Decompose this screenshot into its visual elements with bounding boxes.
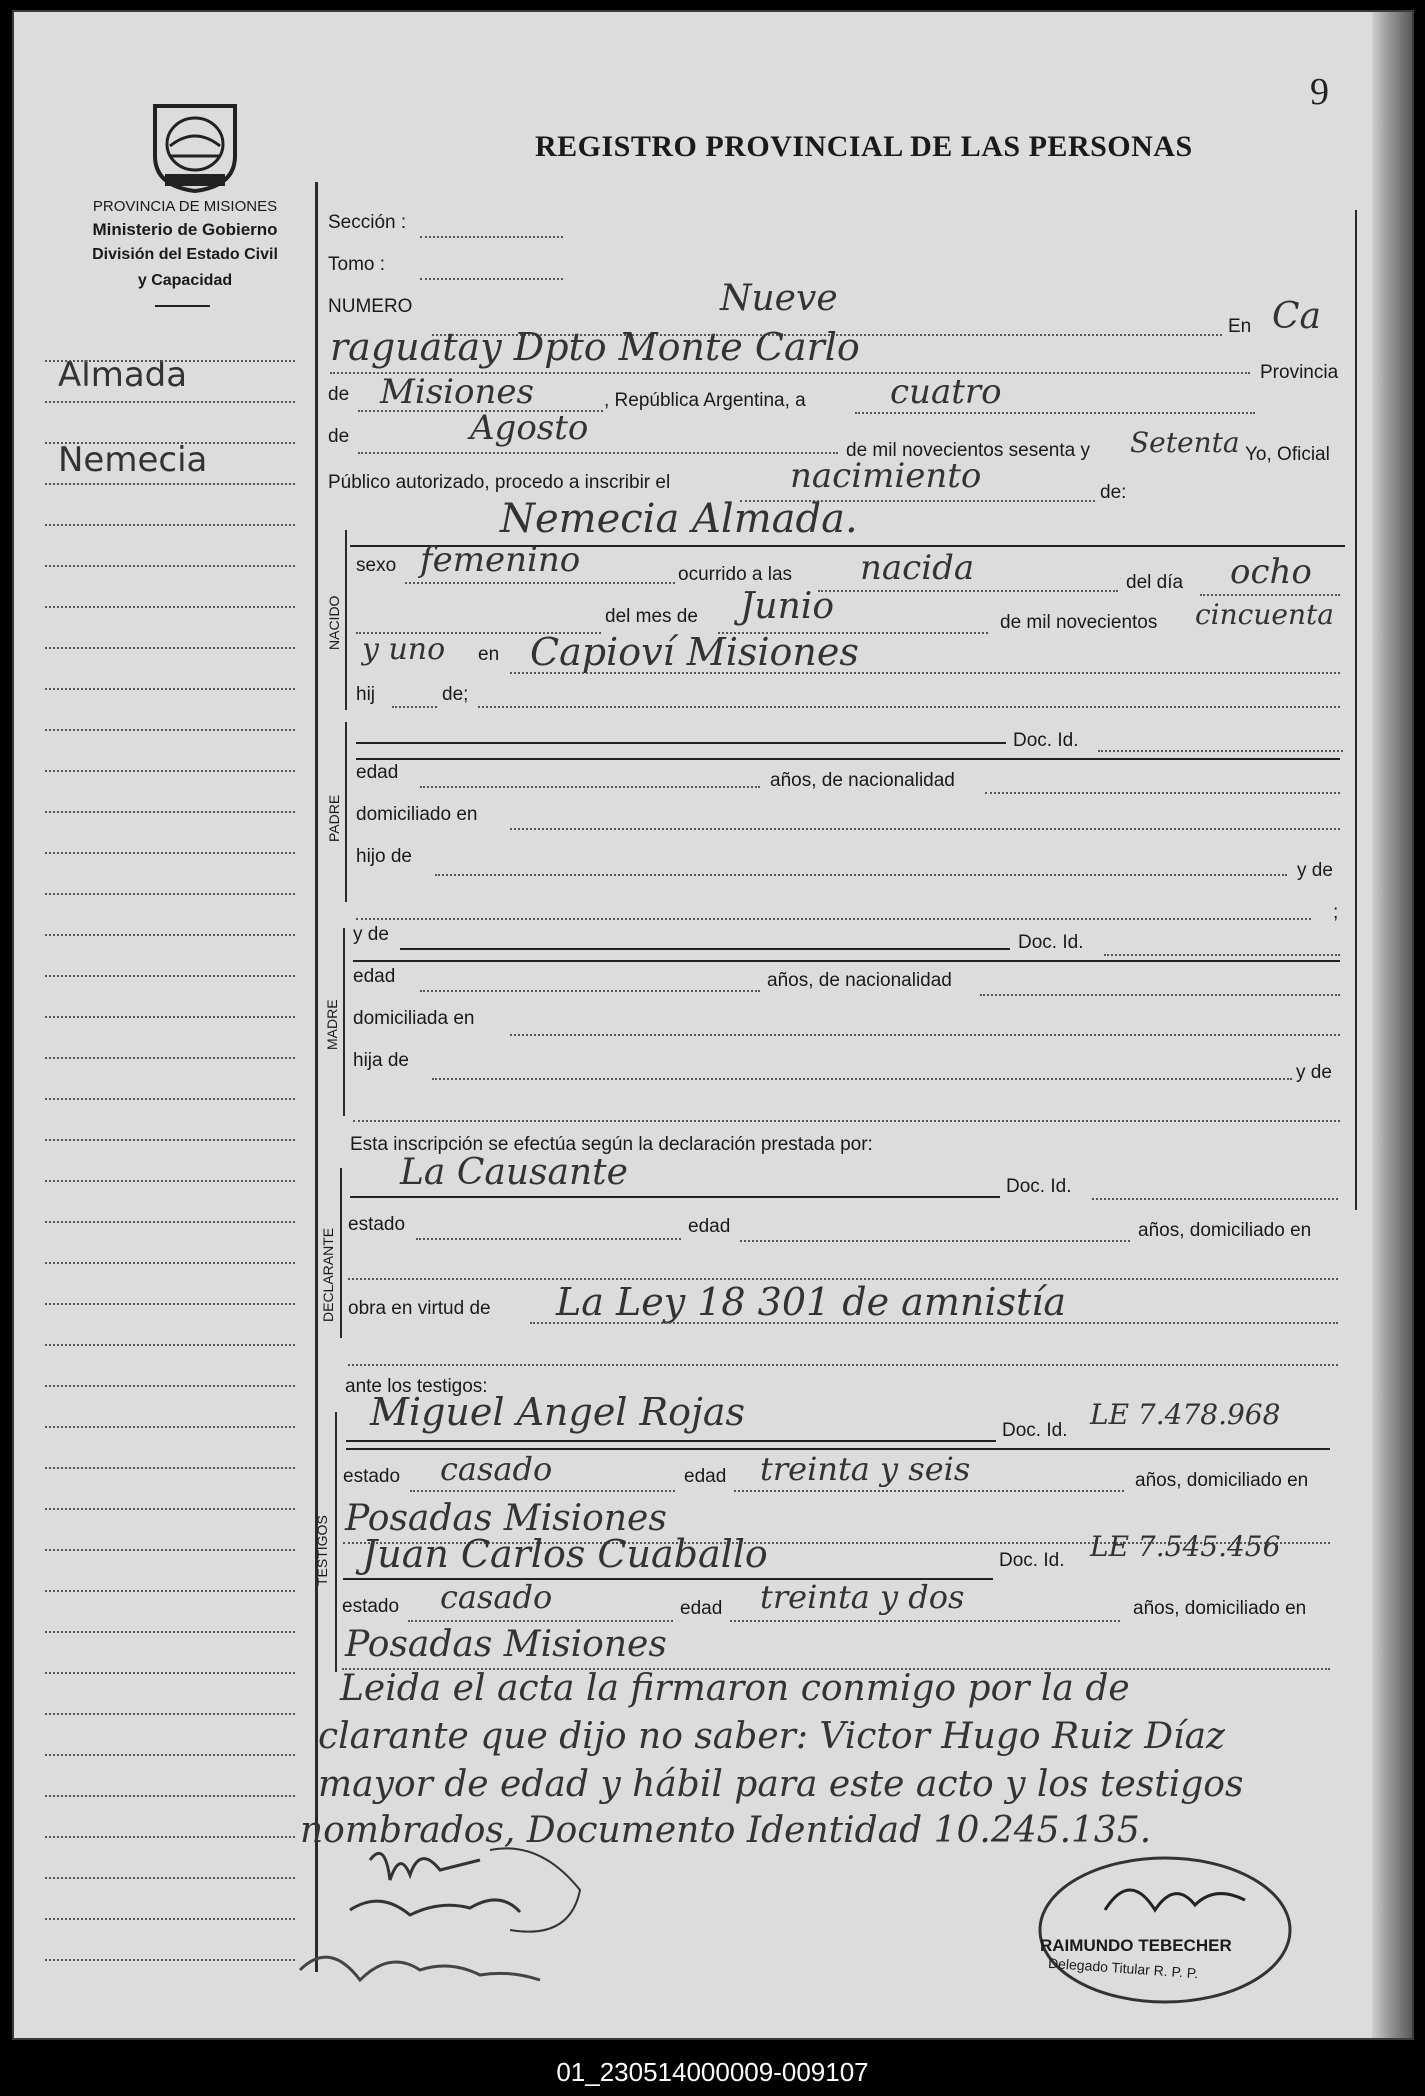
mes-value: Agosto xyxy=(470,408,589,448)
madre-name-line xyxy=(400,948,1010,950)
testigos-bracket xyxy=(335,1412,337,1672)
padre-doc-label: Doc. Id. xyxy=(1013,730,1079,751)
tomo-label: Tomo : xyxy=(328,254,386,275)
t2-doc-label: Doc. Id. xyxy=(999,1550,1065,1571)
testigos-label: TESTIGOS xyxy=(314,1515,330,1586)
provincia-label: Provincia xyxy=(1260,362,1339,383)
madre-doc-line xyxy=(1104,954,1340,956)
margin-ruled-line xyxy=(45,1262,295,1264)
province-name: PROVINCIA DE MISIONES xyxy=(92,198,278,215)
t2-domiciliado-label: años, domiciliado en xyxy=(1133,1598,1307,1619)
margin-ruled-line xyxy=(45,1467,295,1469)
margin-ruled-line xyxy=(45,852,295,854)
padre-nacionalidad-line xyxy=(985,792,1340,794)
declarante-intro: Esta inscripción se efectúa según la declaración prestada por: xyxy=(350,1134,873,1155)
margin-ruled-line xyxy=(45,565,295,567)
madre-yde-label: y de xyxy=(353,924,389,945)
lugar-line xyxy=(510,672,1340,674)
t1-edad-value: treinta y seis xyxy=(760,1450,971,1488)
declarante-obra-label: obra en virtud de xyxy=(348,1298,491,1319)
declarante-nombre-value: La Causante xyxy=(400,1152,628,1193)
nacido-bracket xyxy=(345,530,347,710)
margin-ruled-line xyxy=(45,1303,295,1305)
margin-ruled-line xyxy=(45,1426,295,1428)
stamp-name: RAIMUNDO TEBECHER xyxy=(1040,1936,1232,1955)
sexo-value: femenino xyxy=(420,540,581,580)
margin-ruled-line xyxy=(45,1057,295,1059)
padre-doc-line xyxy=(1098,750,1343,752)
binding-edge xyxy=(1372,12,1412,2038)
t1-name-line xyxy=(346,1440,996,1442)
margin-ruled-line xyxy=(45,893,295,895)
padre-name-line xyxy=(356,742,1006,744)
padre-yde-line xyxy=(356,918,1311,920)
madre-edad-label: edad xyxy=(353,966,396,987)
margin-ruled-line xyxy=(45,606,295,608)
provincia-value: Misiones xyxy=(380,372,534,412)
anio-label: de mil novecientos sesenta y xyxy=(846,440,1090,461)
margin-ruled-line xyxy=(45,524,295,526)
sexo-line xyxy=(405,582,675,584)
padre-bracket xyxy=(345,722,347,902)
madre-doc-label: Doc. Id. xyxy=(1018,932,1084,953)
t2-estado-value: casado xyxy=(440,1578,553,1616)
padre-hijo-label: hijo de xyxy=(356,846,412,867)
acto-value: nacimiento xyxy=(790,456,982,496)
anio-nac-value-2: y uno xyxy=(362,632,446,667)
t2-estado-line xyxy=(408,1620,673,1622)
margin-ruled-line xyxy=(45,1180,295,1182)
left-border-line xyxy=(315,182,318,1972)
margin-ruled-line xyxy=(45,1344,295,1346)
padre-edad-label: edad xyxy=(356,762,399,783)
madre-domiciliada-label: domiciliada en xyxy=(353,1008,475,1029)
lugar-value: Capioví Misiones xyxy=(530,630,859,674)
seccion-line xyxy=(420,236,563,238)
margin-ruled-line xyxy=(45,1795,295,1797)
declarante-doc-line xyxy=(1092,1198,1338,1200)
margin-ruled-line xyxy=(45,688,295,690)
t2-nombre-value: Juan Carlos Cuaballo xyxy=(362,1532,768,1576)
margin-name: Nemecia xyxy=(58,440,208,480)
margin-ruled-line xyxy=(45,729,295,731)
declarante-estado-line xyxy=(416,1238,681,1240)
t2-edad-line xyxy=(730,1620,1120,1622)
en-label: En xyxy=(1228,316,1252,337)
margin-ruled-line xyxy=(45,1016,295,1018)
margin-ruled-line xyxy=(45,1549,295,1551)
hij-label: hij xyxy=(356,684,376,705)
margin-ruled-line xyxy=(45,1098,295,1100)
madre-label: MADRE xyxy=(324,999,340,1050)
t1-estado-value: casado xyxy=(440,1450,553,1488)
numero-value: Nueve xyxy=(720,278,838,319)
del-mes-label: del mes de xyxy=(605,606,698,627)
note-line-3: mayor de edad y hábil para este acto y los testigos xyxy=(318,1764,1244,1805)
t1-estado-label: estado xyxy=(343,1466,401,1487)
t2-edad-label: edad xyxy=(680,1598,723,1619)
mes-nac-value: Junio xyxy=(740,586,834,627)
de-nac-label: de; xyxy=(442,684,469,705)
del-dia-label: del día xyxy=(1126,572,1184,593)
declarante-doc-label: Doc. Id. xyxy=(1006,1176,1072,1197)
anio-value: Setenta xyxy=(1130,426,1240,459)
margin-ruled-line xyxy=(45,1959,295,1961)
declarante-edad-line xyxy=(740,1240,1130,1242)
en-nac-label: en xyxy=(478,644,500,665)
margin-ruled-line xyxy=(45,1385,295,1387)
madre-nacionalidad-label: años, de nacionalidad xyxy=(767,970,952,991)
nacido-label: NACIDO xyxy=(326,595,342,650)
stamp-title: Delegado Titular R. P. P. xyxy=(1047,1954,1199,1982)
margin-ruled-line xyxy=(45,1836,295,1838)
note-line-4: nombrados, Documento Identidad 10.245.135. xyxy=(300,1810,1152,1851)
hij-line xyxy=(392,706,437,708)
madre-hija-label: hija de xyxy=(353,1050,409,1071)
hora-line xyxy=(818,590,1118,592)
margin-ruled-line xyxy=(45,401,295,403)
t2-doc-value: LE 7.545.456 xyxy=(1090,1530,1281,1563)
mil-label: de mil novecientos xyxy=(1000,612,1158,633)
official-stamp-icon xyxy=(1035,1850,1305,2010)
republica-label: , República Argentina, a xyxy=(604,390,806,411)
header-divider xyxy=(155,305,210,307)
madre-domiciliada-line xyxy=(510,1034,1340,1036)
sexo-label: sexo xyxy=(356,555,397,576)
ocurrido-label: ocurrido a las xyxy=(678,564,793,585)
margin-ruled-line xyxy=(45,1672,295,1674)
margin-ruled-line xyxy=(45,934,295,936)
testigos-intro: ante los testigos: xyxy=(345,1376,488,1397)
t1-doc-label: Doc. Id. xyxy=(1002,1420,1068,1441)
de2-label: de xyxy=(328,426,350,447)
margin-ruled-line xyxy=(45,1590,295,1592)
t1-domiciliado-label: años, domiciliado en xyxy=(1135,1470,1309,1491)
margin-ruled-line xyxy=(45,1631,295,1633)
t2-dom-value: Posadas Misiones xyxy=(345,1624,667,1665)
t2-estado-label: estado xyxy=(342,1596,400,1617)
margin-ruled-line xyxy=(45,811,295,813)
t1-edad-label: edad xyxy=(684,1466,727,1487)
madre-edad-line xyxy=(420,990,760,992)
declarante-extra-line xyxy=(348,1364,1338,1366)
padre-nacionalidad-label: años, de nacionalidad xyxy=(770,770,955,791)
declarante-edad-label: edad xyxy=(688,1216,731,1237)
padre-semicolon: ; xyxy=(1333,902,1339,923)
padre-divider xyxy=(356,758,1340,760)
t1-estado-line xyxy=(410,1490,675,1492)
margin-ruled-line xyxy=(45,483,295,485)
mes-line xyxy=(358,452,838,454)
madre-yde2-line xyxy=(353,1120,1340,1122)
de-nac-line xyxy=(478,706,1340,708)
madre-bracket xyxy=(343,928,345,1116)
margin-ruled-line xyxy=(45,1754,295,1756)
place-value: raguatay Dpto Monte Carlo xyxy=(330,325,860,369)
margin-ruled-line xyxy=(45,647,295,649)
seccion-label: Sección : xyxy=(328,212,407,233)
signatures-icon xyxy=(290,1820,670,2000)
de-colon-label: de: xyxy=(1100,482,1127,503)
madre-divider xyxy=(353,960,1340,962)
page-title: REGISTRO PROVINCIAL DE LAS PERSONAS xyxy=(535,130,1193,163)
margin-ruled-line xyxy=(45,1877,295,1879)
madre-nacionalidad-line xyxy=(980,994,1340,996)
t1-nombre-value: Miguel Angel Rojas xyxy=(370,1390,745,1434)
hora-value: nacida xyxy=(860,548,975,588)
division-name-2: y Capacidad xyxy=(137,272,233,289)
t2-edad-value: treinta y dos xyxy=(760,1578,965,1616)
margin-ruled-line xyxy=(45,1139,295,1141)
de-label: de xyxy=(328,384,350,405)
margin-ruled-line xyxy=(45,975,295,977)
margin-ruled-line xyxy=(45,360,295,362)
en-value: Ca xyxy=(1272,296,1322,337)
declarante-domiciliado-label: años, domiciliado en xyxy=(1138,1220,1312,1241)
margin-ruled-line xyxy=(45,1713,295,1715)
t1-doc-value: LE 7.478.968 xyxy=(1090,1398,1281,1431)
declarante-obra-line xyxy=(530,1322,1338,1324)
t1-dom-value: Posadas Misiones xyxy=(345,1498,667,1539)
note-line-1: Leida el acta la firmaron conmigo por la de xyxy=(340,1668,1130,1709)
margin-surname: Almada xyxy=(58,355,188,395)
madre-hija-line xyxy=(432,1078,1292,1080)
note-line-2: clarante que dijo no saber: Victor Hugo Ruiz Díaz xyxy=(318,1716,1225,1757)
madre-yde2-label: y de xyxy=(1296,1062,1332,1083)
dia-value: cuatro xyxy=(890,372,1002,412)
dia-nac-value: ocho xyxy=(1230,552,1312,592)
right-border-line xyxy=(1355,210,1357,1210)
padre-edad-line xyxy=(420,786,760,788)
padre-domiciliado-line xyxy=(510,828,1340,830)
margin-ruled-line xyxy=(45,442,295,444)
declarante-estado-label: estado xyxy=(348,1214,406,1235)
scan-id: 01_230514000009-009107 xyxy=(556,2057,869,2087)
declarante-obra-value: La Ley 18 301 de amnistía xyxy=(556,1280,1067,1324)
dia-line xyxy=(855,412,1255,414)
declarante-bracket xyxy=(340,1168,342,1338)
margin-ruled-line xyxy=(45,1221,295,1223)
margin-ruled-line xyxy=(45,770,295,772)
ministry-name: Ministerio de Gobierno xyxy=(92,220,278,239)
padre-label: PADRE xyxy=(326,794,342,842)
margin-ruled-line xyxy=(45,1508,295,1510)
margin-ruled-line xyxy=(45,1918,295,1920)
yo-oficial-label: Yo, Oficial xyxy=(1245,444,1330,465)
provincial-seal-icon xyxy=(140,86,250,196)
padre-yde-label: y de xyxy=(1297,860,1333,881)
padre-hijo-line xyxy=(435,874,1287,876)
declarante-name-line xyxy=(350,1196,1000,1198)
numero-label: NUMERO xyxy=(328,296,413,317)
publico-label: Público autorizado, procedo a inscribir el xyxy=(328,472,671,493)
anio-nac-value: cincuenta xyxy=(1195,598,1334,631)
padre-domiciliado-label: domiciliado en xyxy=(356,804,478,825)
page-number: 9 xyxy=(1310,71,1329,113)
tomo-line xyxy=(420,278,563,280)
nombre-value: Nemecia Almada. xyxy=(500,496,858,542)
t1-edad-line xyxy=(734,1490,1124,1492)
division-name: División del Estado Civil xyxy=(92,246,278,263)
dia-nac-line xyxy=(1200,594,1340,596)
declarante-label: DECLARANTE xyxy=(320,1227,336,1322)
